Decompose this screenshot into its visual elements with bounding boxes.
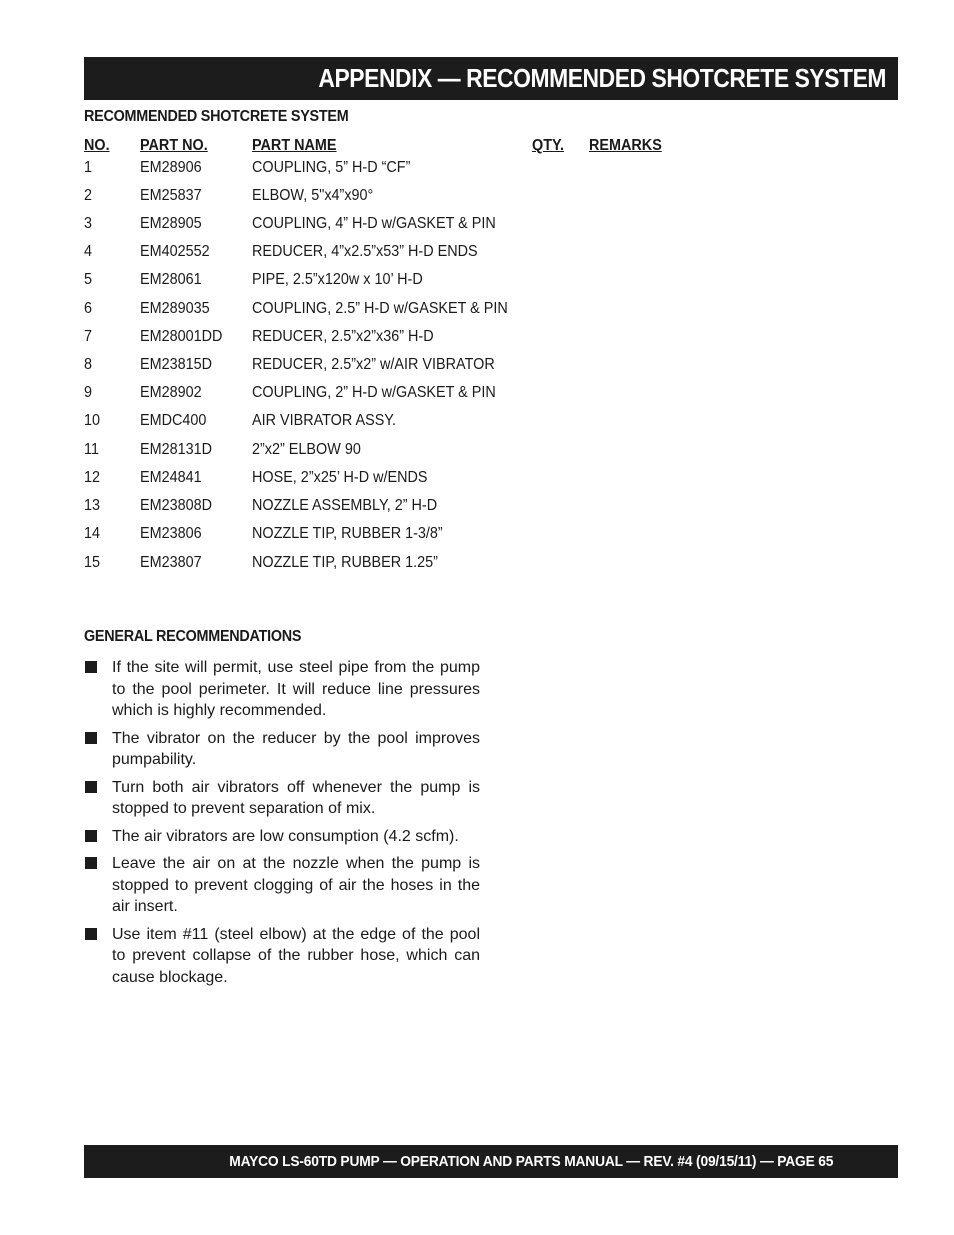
row-part-name: COUPLING, 2.5” H-D w/GASKET & PIN (252, 300, 508, 317)
row-part-no: EM24841 (140, 469, 202, 486)
recommendation-text: The vibrator on the reducer by the pool improves pumpability. (112, 729, 480, 768)
square-bullet-icon (85, 781, 97, 793)
recommendation-text: The air vibrators are low consumption (4.2 scfm). (112, 827, 459, 845)
row-part-no: EM23807 (140, 554, 202, 571)
table-row (0, 554, 954, 582)
row-part-no: EM28131D (140, 441, 213, 458)
column-header-part-no: PART NO. (140, 137, 208, 154)
row-no: 4 (84, 243, 93, 260)
list-item (84, 777, 484, 820)
table-row (0, 300, 954, 328)
row-no: 2 (84, 187, 93, 204)
list-item (84, 853, 484, 918)
page-title-bar (84, 57, 898, 100)
row-part-name: REDUCER, 2.5”x2” w/AIR VIBRATOR (252, 356, 495, 373)
row-no: 5 (84, 271, 93, 288)
table-row (0, 412, 954, 440)
table-row (0, 497, 954, 525)
row-no: 10 (84, 412, 101, 429)
row-part-no: EM289035 (140, 300, 210, 317)
recommendation-text: Turn both air vibrators off whenever the pump is stopped to prevent separation of mix. (112, 778, 480, 817)
table-row (0, 187, 954, 215)
row-part-name: PIPE, 2.5”x120w x 10’ H-D (252, 271, 423, 288)
square-bullet-icon (85, 732, 97, 744)
row-no: 1 (84, 159, 93, 176)
row-part-name: AIR VIBRATOR ASSY. (252, 412, 397, 429)
row-part-no: EM28906 (140, 159, 202, 176)
row-part-no: EM28902 (140, 384, 202, 401)
row-part-name: NOZZLE TIP, RUBBER 1.25” (252, 554, 438, 571)
recommendation-text: Leave the air on at the nozzle when the pump is stopped to prevent clogging of air the hoses in the air insert. (112, 855, 480, 915)
row-no: 15 (84, 554, 101, 571)
parts-section-heading: RECOMMENDED SHOTCRETE SYSTEM (84, 108, 349, 125)
table-row (0, 469, 954, 497)
list-item (84, 728, 484, 771)
row-part-name: HOSE, 2”x25’ H-D w/ENDS (252, 469, 428, 486)
table-row (0, 159, 954, 187)
table-row (0, 356, 954, 384)
row-part-name: ELBOW, 5"x4”x90° (252, 187, 374, 204)
row-part-name: NOZZLE TIP, RUBBER 1-3/8” (252, 525, 443, 542)
row-part-no: EM28905 (140, 215, 202, 232)
row-no: 7 (84, 328, 93, 345)
general-recommendations-heading: GENERAL RECOMMENDATIONS (84, 628, 302, 645)
page-footer-text: MAYCO LS-60TD PUMP — OPERATION AND PARTS MANUAL — REV. #4 (09/15/11) — PAGE 65 (229, 1153, 833, 1170)
square-bullet-icon (85, 857, 97, 869)
row-no: 8 (84, 356, 93, 373)
row-part-no: EM28061 (140, 271, 202, 288)
table-row (0, 525, 954, 553)
list-item (84, 657, 484, 722)
row-no: 3 (84, 215, 93, 232)
row-part-no: EM25837 (140, 187, 202, 204)
square-bullet-icon (85, 661, 97, 673)
row-part-no: EM23815D (140, 356, 213, 373)
table-row (0, 271, 954, 299)
row-no: 12 (84, 469, 101, 486)
square-bullet-icon (85, 928, 97, 940)
row-no: 13 (84, 497, 101, 514)
page-footer-bar (84, 1145, 898, 1178)
column-header-remarks: REMARKS (589, 137, 662, 154)
row-no: 6 (84, 300, 93, 317)
row-part-no: EM402552 (140, 243, 210, 260)
row-part-no: EMDC400 (140, 412, 207, 429)
row-part-name: NOZZLE ASSEMBLY, 2” H-D (252, 497, 438, 514)
list-item (84, 826, 484, 848)
recommendation-text: Use item #11 (steel elbow) at the edge of the pool to prevent collapse of the rubber hose, which can cause blockage. (112, 925, 480, 986)
row-part-name: REDUCER, 4”x2.5”x53” H-D ENDS (252, 243, 478, 260)
table-row (0, 243, 954, 271)
table-row (0, 384, 954, 412)
square-bullet-icon (85, 830, 97, 842)
row-part-no: EM23808D (140, 497, 213, 514)
row-no: 11 (84, 441, 99, 458)
row-part-name: REDUCER, 2.5”x2”x36” H-D (252, 328, 434, 345)
row-part-name: COUPLING, 5” H-D “CF” (252, 159, 411, 176)
page-title: APPENDIX — RECOMMENDED SHOTCRETE SYSTEM (318, 63, 886, 93)
recommendations-list (84, 657, 484, 994)
column-header-qty: QTY. (532, 137, 565, 154)
row-part-name: COUPLING, 2” H-D w/GASKET & PIN (252, 384, 496, 401)
column-header-no: NO. (84, 137, 110, 154)
table-row (0, 328, 954, 356)
row-part-no: EM28001DD (140, 328, 223, 345)
row-no: 14 (84, 525, 101, 542)
row-part-no: EM23806 (140, 525, 202, 542)
table-row (0, 215, 954, 243)
row-part-name: COUPLING, 4” H-D w/GASKET & PIN (252, 215, 496, 232)
recommendation-text: If the site will permit, use steel pipe from the pump to the pool perimeter. It will reduce line pressures which is highly recommended. (112, 659, 480, 719)
list-item (84, 924, 484, 989)
row-no: 9 (84, 384, 93, 401)
row-part-name: 2”x2” ELBOW 90 (252, 441, 361, 458)
table-row (0, 441, 954, 469)
column-header-part-name: PART NAME (252, 137, 337, 154)
